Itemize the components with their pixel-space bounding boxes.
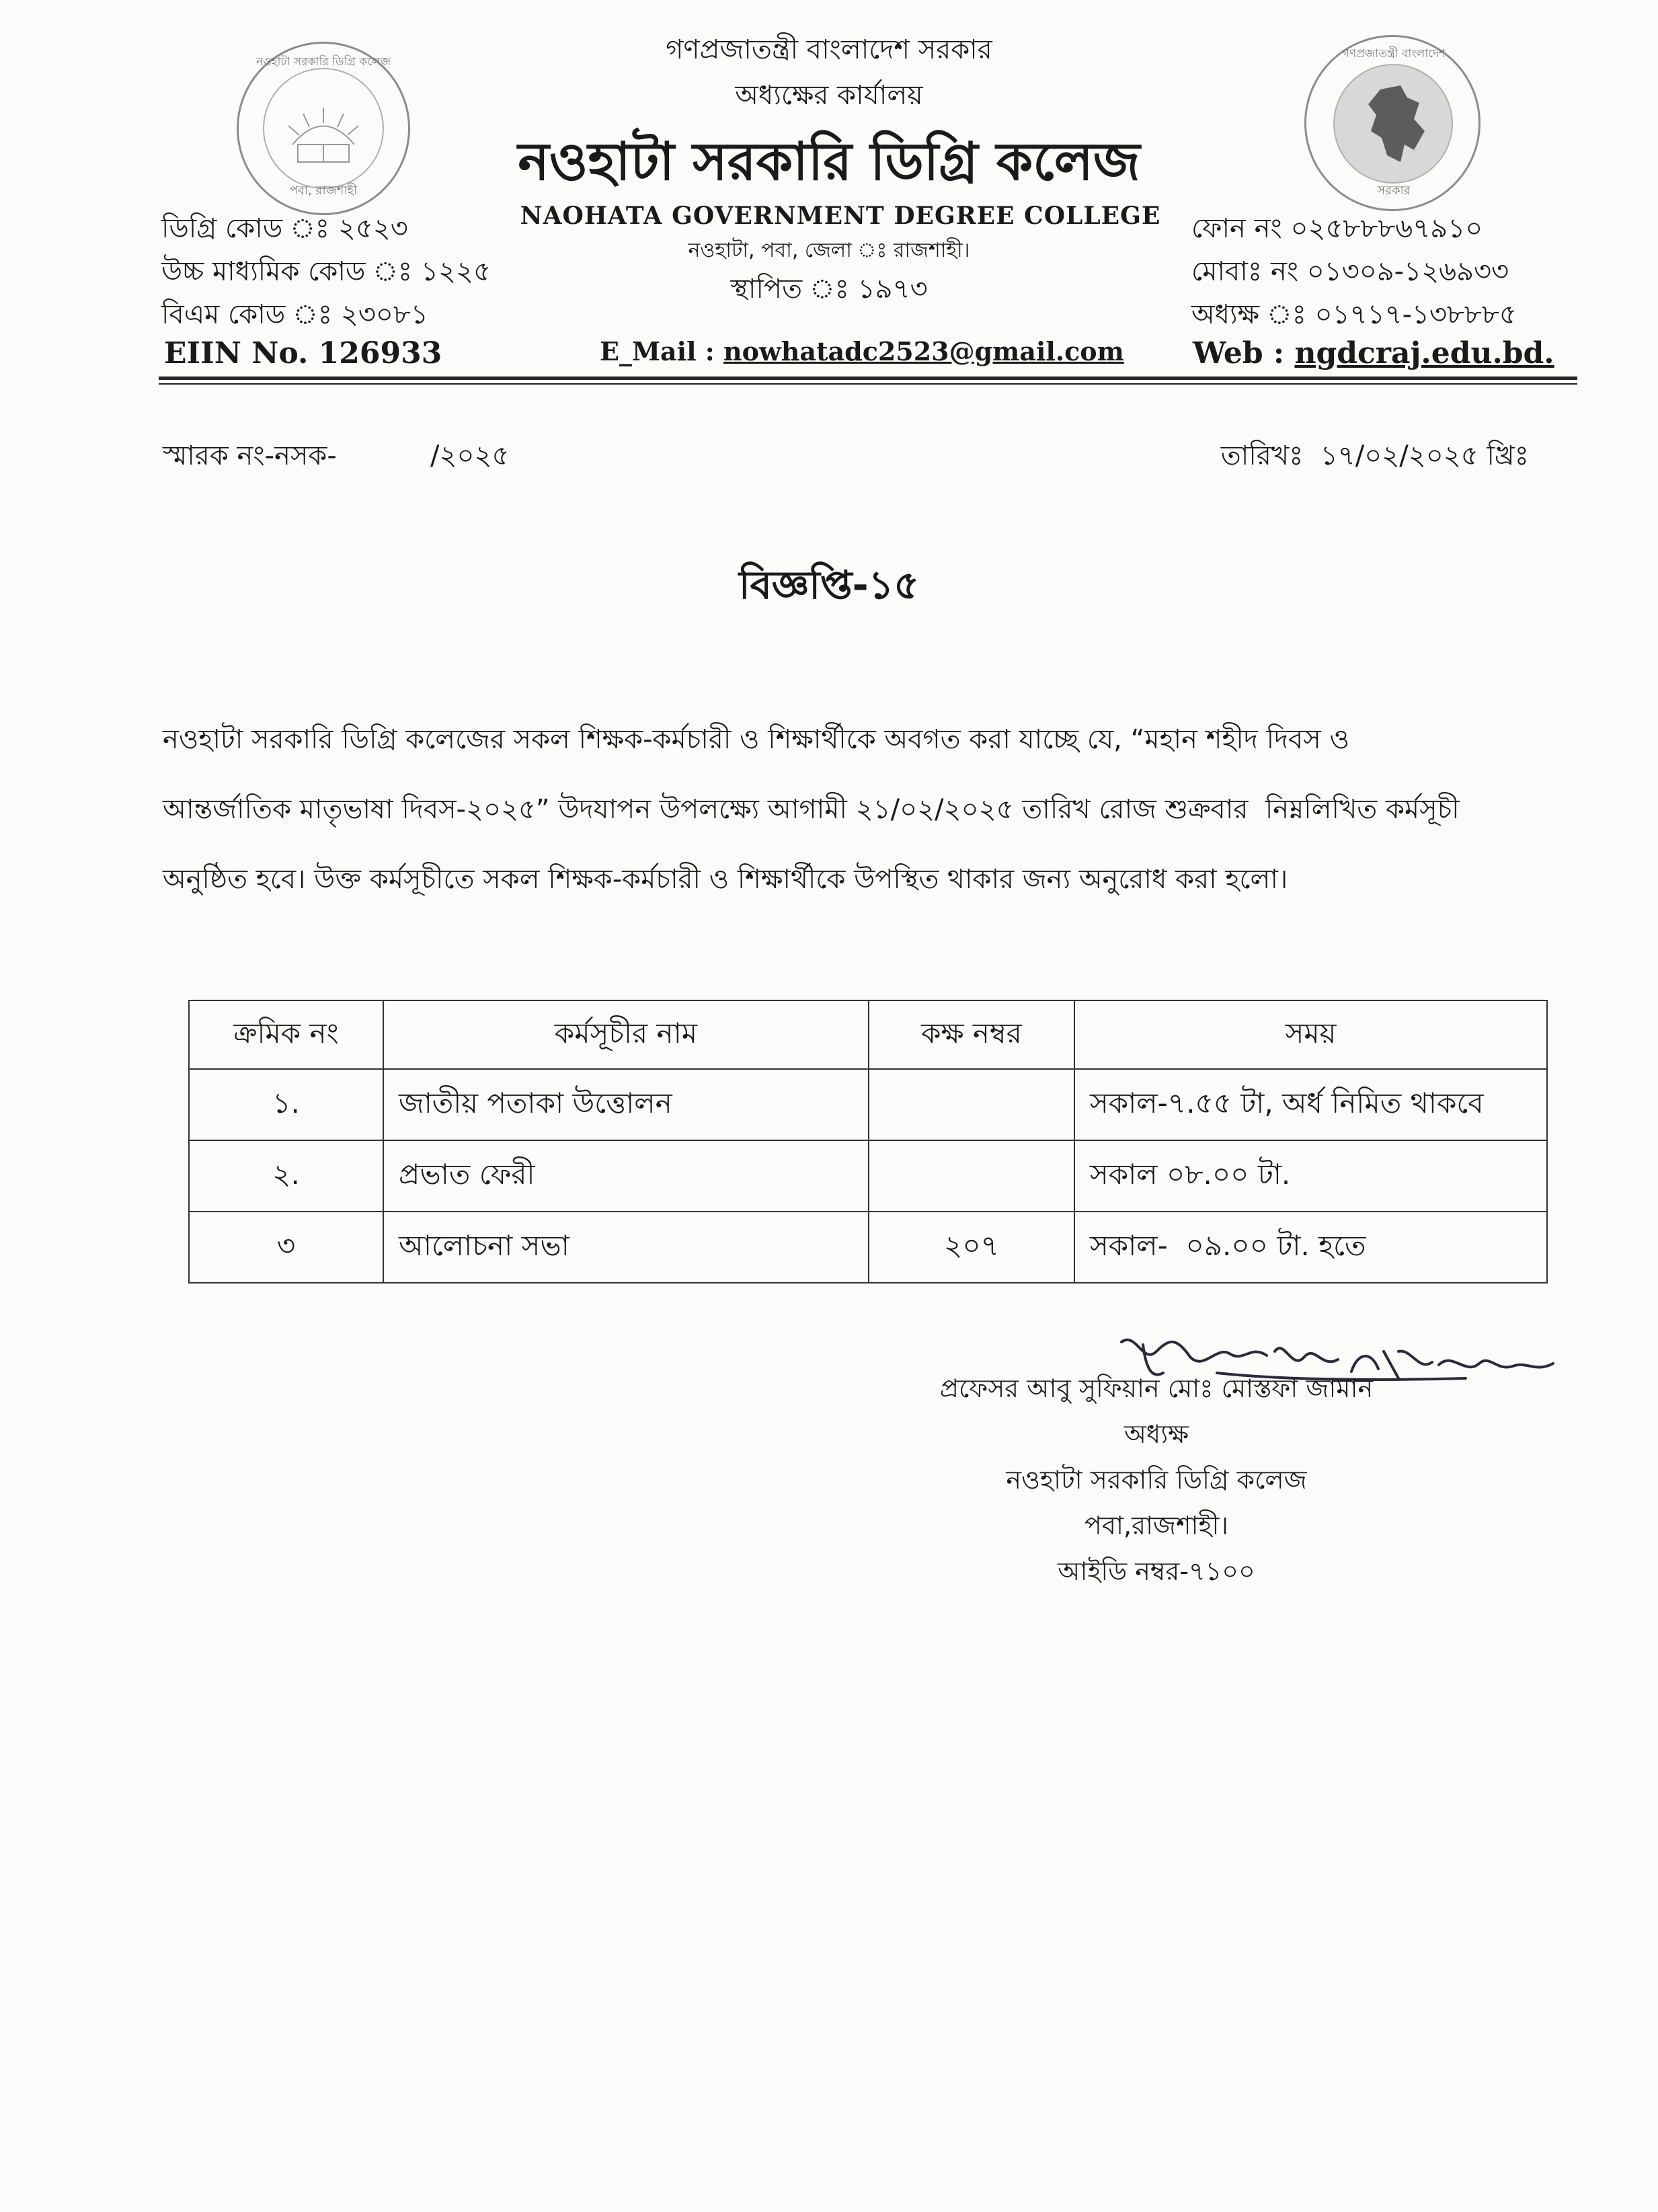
mobile-number: মোবাঃ নং ০১৩০৯-১২৬৯৩৩ xyxy=(1191,256,1509,287)
row-program-name: জাতীয় পতাকা উত্তোলন xyxy=(383,1069,869,1140)
email-link[interactable]: nowhatadc2523@gmail.com xyxy=(723,336,1124,366)
table-row xyxy=(189,1069,1547,1140)
government-seal xyxy=(1304,35,1481,211)
web-label: Web : xyxy=(1193,336,1295,370)
college-address: নওহাটা, পবা, জেলা ঃ রাজশাহী। xyxy=(688,239,970,262)
body-line-1: নওহাটা সরকারি ডিগ্রি কলেজের সকল শিক্ষক-কর্মচারী ও শিক্ষার্থীকে অবগত করা যাচ্ছে যে, “মহান শহীদ দিবস ও xyxy=(163,724,1349,755)
table-row xyxy=(189,1212,1547,1283)
signatory-id: আইডি নম্বর-৭১০০ xyxy=(1058,1556,1255,1586)
signatory-name: প্রফেসর আবু সুফিয়ান মোঃ মোস্তফা জামান xyxy=(939,1374,1374,1403)
web-line xyxy=(1193,336,1554,370)
seal-left-bottom-text: পবা, রাজশাহী xyxy=(289,184,358,198)
degree-code: ডিগ্রি কোড ঃ ২৫২৩ xyxy=(161,213,408,244)
bm-code: বিএম কোড ঃ ২৩০৮১ xyxy=(161,299,428,330)
memo-ref: স্মারক নং-নসক- xyxy=(163,440,337,471)
row-time: সকাল- ০৯.০০ টা. হতে xyxy=(1074,1212,1547,1283)
row-room: ২০৭ xyxy=(869,1212,1074,1283)
header-time: সময় xyxy=(1074,1000,1547,1069)
row-room xyxy=(869,1069,1074,1140)
seal-left-top-text: নওহাটা সরকারি ডিগ্রি কলেজ xyxy=(255,55,391,69)
signatory-designation: অধ্যক্ষ xyxy=(1123,1419,1189,1449)
principal-phone: অধ্যক্ষ ঃ ০১৭১৭-১৩৮৮৮৫ xyxy=(1191,299,1517,330)
header-rule-thick xyxy=(159,377,1577,380)
seal-right-top-text: গণপ্রজাতন্ত্রী বাংলাদেশ xyxy=(1341,47,1446,61)
row-program-name: প্রভাত ফেরী xyxy=(383,1140,869,1212)
phone-number: ফোন নং ০২৫৮৮৮৬৭৯১০ xyxy=(1191,213,1483,244)
row-room xyxy=(869,1140,1074,1212)
notice-title: বিজ্ঞপ্তি-১৫ xyxy=(739,562,919,608)
body-line-3: অনুষ্ঠিত হবে। উক্ত কর্মসূচীতে সকল শিক্ষক-কর্মচারী ও শিক্ষার্থীকে উপস্থিত থাকার জন্য অনুরোধ করা হলো। xyxy=(163,864,1288,895)
college-name-en: NAOHATA GOVERNMENT DEGREE COLLEGE xyxy=(520,202,1161,230)
row-time: সকাল-৭.৫৫ টা, অর্ধ নিমিত থাকবে xyxy=(1074,1069,1547,1140)
table-row xyxy=(189,1140,1547,1212)
signatory-location: পবা,রাজশাহী। xyxy=(1084,1511,1228,1540)
established-year: স্থাপিত ঃ ১৯৭৩ xyxy=(730,274,928,305)
college-seal xyxy=(237,42,410,215)
memo-date: তারিখঃ ১৭/০২/২০২৫ খ্রিঃ xyxy=(1220,440,1529,471)
govt-line: গণপ্রজাতন্ত্রী বাংলাদেশ সরকার xyxy=(666,34,992,65)
header-room: কক্ষ নম্বর xyxy=(869,1000,1074,1069)
row-serial: ১. xyxy=(189,1069,383,1140)
row-serial: ২. xyxy=(189,1140,383,1212)
row-program-name: আলোচনা সভা xyxy=(383,1212,869,1283)
memo-ref-year: /২০২৫ xyxy=(430,440,510,471)
hsc-code: উচ্চ মাধ্যমিক কোড ঃ ১২২৫ xyxy=(161,256,491,287)
row-serial: ৩ xyxy=(189,1212,383,1283)
program-table xyxy=(188,1000,1548,1283)
email-label: E_Mail : xyxy=(600,336,724,366)
table-header-row xyxy=(189,1000,1547,1069)
header-program-name: কর্মসূচীর নাম xyxy=(383,1000,869,1069)
college-name-bn: নওহাটা সরকারি ডিগ্রি কলেজ xyxy=(518,132,1140,192)
web-link[interactable]: ngdcraj.edu.bd. xyxy=(1294,336,1554,370)
email-line xyxy=(600,336,1124,366)
signatory-college: নওহাটা সরকারি ডিগ্রি কলেজ xyxy=(1006,1465,1307,1495)
body-line-2: আন্তর্জাতিক মাতৃভাষা দিবস-২০২৫” উদযাপন উপলক্ষ্যে আগামী ২১/০২/২০২৫ তারিখ রোজ শুক্রবার নিম্নলিখিত কর্মসূচী xyxy=(163,794,1460,825)
header-rule-thin xyxy=(159,383,1577,385)
eiin-number: EIIN No. 126933 xyxy=(164,336,442,370)
row-time: সকাল ০৮.০০ টা. xyxy=(1074,1140,1547,1212)
seal-right-bottom-text: সরকার xyxy=(1377,184,1411,198)
header-serial: ক্রমিক নং xyxy=(189,1000,383,1069)
office-line: অধ্যক্ষের কার্যালয় xyxy=(735,80,923,111)
